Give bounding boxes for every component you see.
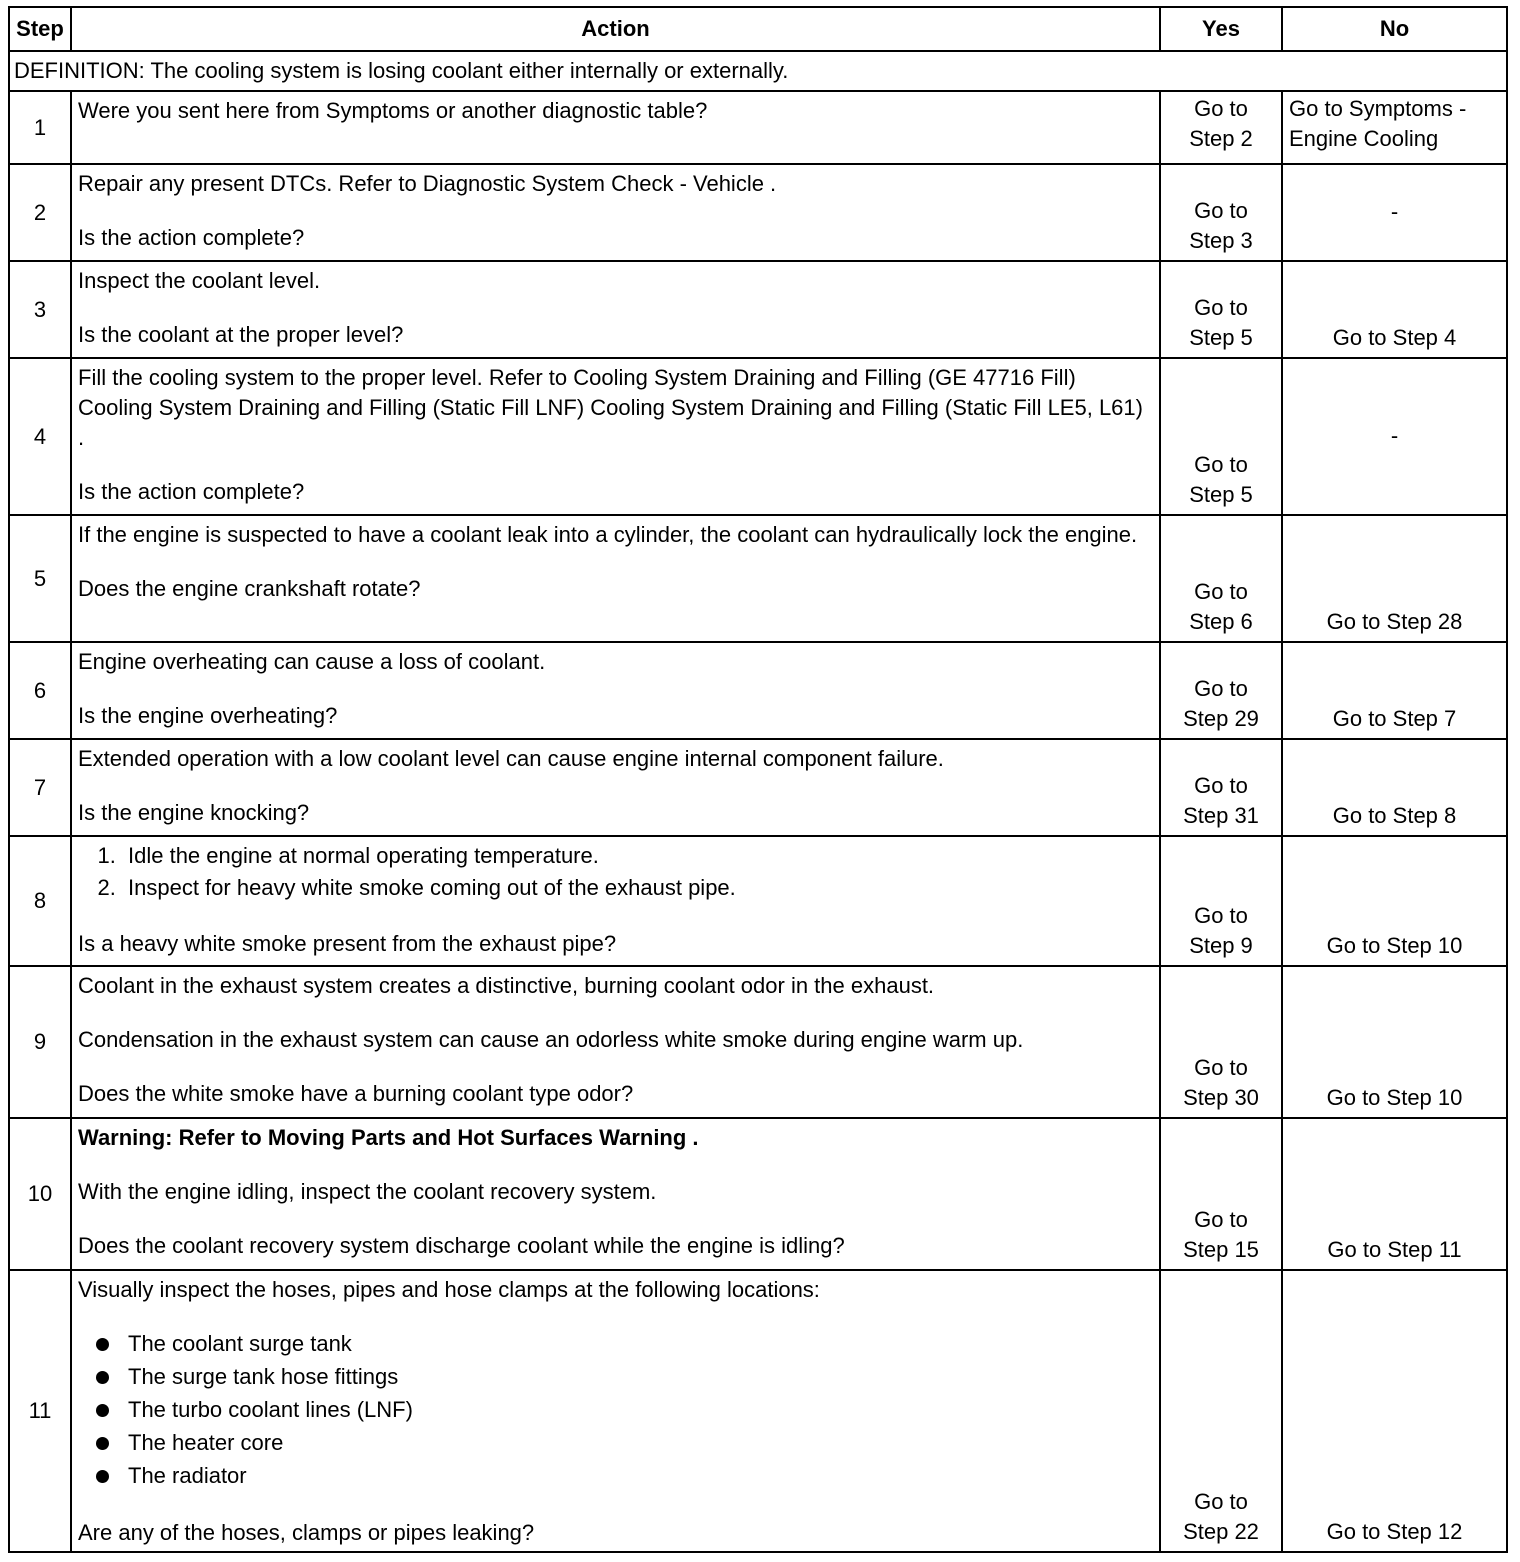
table-row: [9, 966, 1507, 1118]
yes-text: Go to Step 5: [1189, 452, 1253, 507]
action-question: Is the action complete?: [78, 479, 305, 504]
step-number: 3: [9, 261, 71, 358]
action-question: Is the engine overheating?: [78, 703, 338, 728]
action-text-2: Condensation in the exhaust system can cause an odorless white smoke during engine warm up.: [78, 1027, 1024, 1052]
step-number: 4: [9, 358, 71, 515]
numbered-list: [78, 841, 1153, 903]
action-cell: [71, 358, 1160, 515]
table-row: [9, 1118, 1507, 1270]
no-cell: [1282, 261, 1507, 358]
header-yes: Yes: [1160, 7, 1282, 51]
yes-text: Go to Step 2: [1189, 96, 1253, 151]
no-text: Go to Step 10: [1326, 933, 1463, 958]
yes-cell: [1160, 1118, 1282, 1270]
action-cell: [71, 836, 1160, 966]
action-question: Does the engine crankshaft rotate?: [78, 576, 421, 601]
action-text: Coolant in the exhaust system creates a distinctive, burning coolant odor in the exhaust.: [78, 973, 935, 998]
table-row: [9, 1270, 1507, 1552]
list-item: 2. Inspect for heavy white smoke coming out of the exhaust pipe.: [122, 873, 1153, 903]
action-text: Were you sent here from Symptoms or another diagnostic table?: [78, 98, 708, 123]
action-question: Are any of the hoses, clamps or pipes leaking?: [78, 1520, 535, 1545]
step-number: 7: [9, 739, 71, 836]
action-cell: [71, 91, 1160, 164]
yes-text: Go to Step 31: [1183, 773, 1259, 828]
header-no: No: [1282, 7, 1507, 51]
table-row: [9, 515, 1507, 642]
action-cell: [71, 642, 1160, 739]
no-cell: [1282, 1118, 1507, 1270]
list-item: The turbo coolant lines (LNF): [128, 1395, 1153, 1425]
table-row: [9, 261, 1507, 358]
yes-text: Go to Step 30: [1183, 1055, 1259, 1110]
step-number: 1: [9, 91, 71, 164]
action-cell: [71, 164, 1160, 261]
definition-text: DEFINITION: The cooling system is losing coolant either internally or externally.: [9, 51, 1507, 91]
action-question: Does the coolant recovery system discharge coolant while the engine is idling?: [78, 1233, 845, 1258]
action-question: Does the white smoke have a burning coolant type odor?: [78, 1081, 634, 1106]
action-question: Is the coolant at the proper level?: [78, 322, 404, 347]
yes-text: Go to Step 3: [1189, 198, 1253, 253]
no-cell: [1282, 91, 1507, 164]
table-row: [9, 164, 1507, 261]
action-text: Inspect the coolant level.: [78, 268, 321, 293]
action-text: Repair any present DTCs. Refer to Diagnostic System Check - Vehicle .: [78, 171, 777, 196]
table-row: [9, 642, 1507, 739]
yes-cell: [1160, 642, 1282, 739]
no-cell: [1282, 1270, 1507, 1552]
no-cell: [1282, 642, 1507, 739]
step-number: 8: [9, 836, 71, 966]
warning-text: Warning: Refer to Moving Parts and Hot Surfaces Warning .: [78, 1125, 699, 1150]
no-cell: [1282, 836, 1507, 966]
action-question: Is a heavy white smoke present from the exhaust pipe?: [78, 931, 617, 956]
no-text: Go to Step 10: [1326, 1085, 1463, 1110]
action-cell: [71, 515, 1160, 642]
action-question: Is the engine knocking?: [78, 800, 310, 825]
yes-cell: [1160, 515, 1282, 642]
yes-text: Go to Step 9: [1189, 903, 1253, 958]
step-number: 11: [9, 1270, 71, 1552]
list-item: 1. Idle the engine at normal operating temperature.: [122, 841, 1153, 871]
yes-text: Go to Step 5: [1189, 295, 1253, 350]
no-cell: [1282, 739, 1507, 836]
no-text: Go to Symptoms - Engine Cooling: [1289, 96, 1467, 151]
header-row: [9, 7, 1507, 51]
yes-text: Go to Step 6: [1189, 579, 1253, 634]
action-question: Is the action complete?: [78, 225, 305, 250]
action-text: Fill the cooling system to the proper level. Refer to Cooling System Draining and Filling (GE 47716 Fill) Cooling System Draining and Filling (Static Fill LNF) Cooling System Draining and Filling (Static Fill LE5, L61) .: [78, 365, 1143, 450]
list-item: The heater core: [128, 1428, 1153, 1458]
no-text: -: [1390, 198, 1399, 224]
no-cell: [1282, 358, 1507, 515]
yes-cell: [1160, 358, 1282, 515]
action-cell: [71, 1270, 1160, 1552]
header-action: Action: [71, 7, 1160, 51]
no-cell: [1282, 164, 1507, 261]
yes-cell: [1160, 261, 1282, 358]
table-row: [9, 91, 1507, 164]
action-cell: [71, 966, 1160, 1118]
action-cell: [71, 739, 1160, 836]
action-text: Extended operation with a low coolant level can cause engine internal component failure.: [78, 746, 944, 771]
yes-cell: [1160, 164, 1282, 261]
step-number: 2: [9, 164, 71, 261]
table-row: [9, 739, 1507, 836]
no-text: Go to Step 12: [1326, 1519, 1463, 1544]
list-item: The radiator: [128, 1461, 1153, 1491]
no-text: Go to Step 8: [1332, 803, 1457, 828]
step-number: 10: [9, 1118, 71, 1270]
no-text: Go to Step 7: [1332, 706, 1457, 731]
list-item: The surge tank hose fittings: [128, 1362, 1153, 1392]
no-text: Go to Step 4: [1332, 325, 1457, 350]
action-text: If the engine is suspected to have a coolant leak into a cylinder, the coolant can hydraulically lock the engine.: [78, 522, 1138, 547]
yes-cell: [1160, 836, 1282, 966]
action-text: With the engine idling, inspect the coolant recovery system.: [78, 1179, 657, 1204]
header-step: Step: [9, 7, 71, 51]
yes-cell: [1160, 91, 1282, 164]
table-row: [9, 836, 1507, 966]
step-number: 5: [9, 515, 71, 642]
action-cell: [71, 1118, 1160, 1270]
bullet-list: [78, 1329, 1153, 1491]
step-number: 6: [9, 642, 71, 739]
yes-text: Go to Step 22: [1183, 1489, 1259, 1544]
step-number: 9: [9, 966, 71, 1118]
no-cell: [1282, 966, 1507, 1118]
no-text: -: [1390, 422, 1399, 448]
yes-cell: [1160, 739, 1282, 836]
yes-cell: [1160, 966, 1282, 1118]
action-text: Engine overheating can cause a loss of coolant.: [78, 649, 546, 674]
no-cell: [1282, 515, 1507, 642]
action-text: Visually inspect the hoses, pipes and hose clamps at the following locations:: [78, 1277, 820, 1302]
diagnostic-table: [8, 6, 1508, 1553]
no-text: Go to Step 11: [1327, 1237, 1462, 1262]
yes-text: Go to Step 29: [1183, 676, 1259, 731]
list-item: The coolant surge tank: [128, 1329, 1153, 1359]
yes-text: Go to Step 15: [1183, 1207, 1259, 1262]
definition-row: [9, 51, 1507, 91]
table-row: [9, 358, 1507, 515]
action-cell: [71, 261, 1160, 358]
no-text: Go to Step 28: [1326, 609, 1463, 634]
yes-cell: [1160, 1270, 1282, 1552]
